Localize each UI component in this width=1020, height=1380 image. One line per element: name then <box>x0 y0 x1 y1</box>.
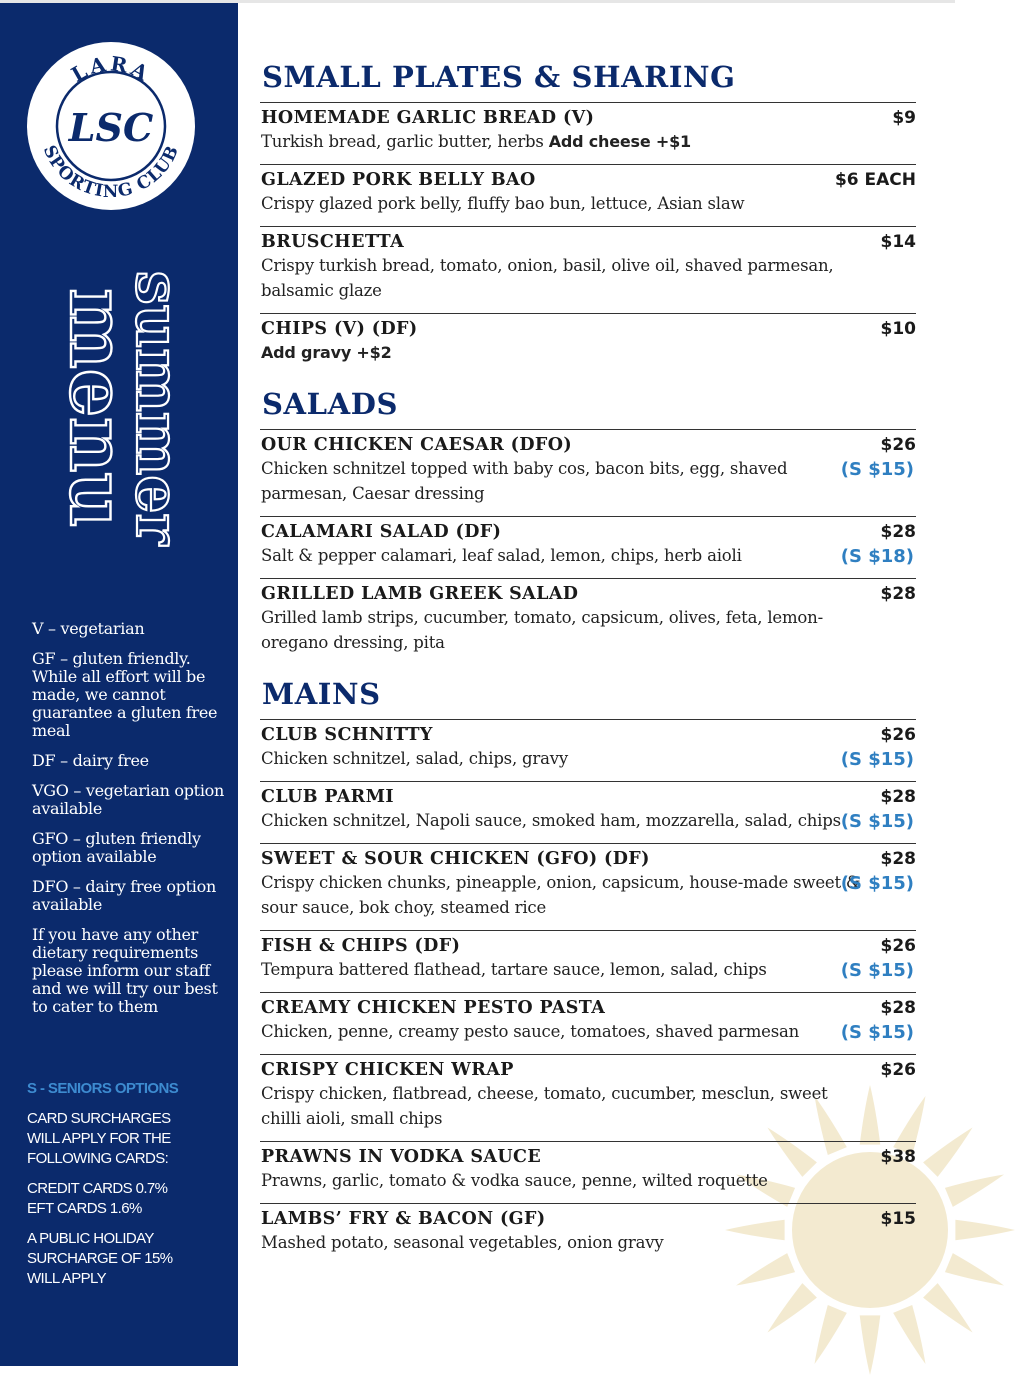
menu-item <box>260 578 916 661</box>
menu-item-price: $9 <box>892 108 916 128</box>
menu-item-description <box>261 1081 871 1131</box>
logo-monogram: LSC <box>68 105 154 150</box>
surcharge-line: WILL APPLY FOR THE <box>27 1130 171 1147</box>
description-text: Chicken schnitzel topped with baby cos, bacon bits, egg, shaved parmesan, Caesar dressing <box>261 459 788 503</box>
menu-item-description <box>261 456 871 506</box>
menu-content <box>260 58 916 1265</box>
senior-price: (S $15) <box>840 459 914 480</box>
menu-item <box>260 313 916 371</box>
menu-item-name: CALAMARI SALAD (DF) <box>261 522 502 542</box>
description-text: Tempura battered flathead, tartare sauce, lemon, salad, chips <box>261 960 767 979</box>
menu-item <box>260 719 916 777</box>
menu-item-name: BRUSCHETTA <box>261 232 405 252</box>
menu-item <box>260 930 916 988</box>
holiday-surcharge-line: SURCHARGE OF 15% <box>27 1250 173 1267</box>
menu-item-price: $28 <box>880 787 916 807</box>
menu-item-name: FISH & CHIPS (DF) <box>261 936 461 956</box>
menu-item <box>260 102 916 160</box>
menu-item-description <box>261 605 871 655</box>
menu-item-price: $38 <box>880 1147 916 1167</box>
menu-item-name: CLUB SCHNITTY <box>261 725 433 745</box>
addon-text: Add cheese +$1 <box>548 132 691 151</box>
menu-item-name: HOMEMADE GARLIC BREAD (V) <box>261 108 595 128</box>
menu-item-description <box>261 191 871 216</box>
surcharge-line: CARD SURCHARGES <box>27 1110 171 1127</box>
menu-item-price: $26 <box>880 936 916 956</box>
description-text: Mashed potato, seasonal vegetables, onion gravy <box>261 1233 664 1252</box>
description-text: Chicken, penne, creamy pesto sauce, tomatoes, shaved parmesan <box>261 1022 800 1041</box>
sun-ray <box>923 1283 972 1332</box>
sun-ray <box>923 1127 972 1176</box>
section-title: MAINS <box>262 677 381 711</box>
surcharge-rate: CREDIT CARDS 0.7% <box>27 1180 168 1197</box>
menu-item <box>260 1054 916 1137</box>
menu-item <box>260 992 916 1050</box>
description-text: Chicken schnitzel, Napoli sauce, smoked ham, mozzarella, salad, chips <box>261 811 841 830</box>
menu-item-description <box>261 870 871 920</box>
legend-item: DFO – dairy free option available <box>32 877 216 914</box>
menu-item-description <box>261 1168 871 1193</box>
legend-item: VGO – vegetarian option available <box>32 781 224 818</box>
legend-item: GFO – gluten friendly option available <box>32 829 201 866</box>
description-text: Crispy turkish bread, tomato, onion, basil, olive oil, shaved parmesan, balsamic glaze <box>261 256 834 300</box>
sun-ray <box>815 1305 847 1364</box>
logo-bottom-text: SPORTING CLUB <box>38 142 184 203</box>
menu-item-name: CLUB PARMI <box>261 787 394 807</box>
holiday-surcharge-line: WILL APPLY <box>27 1270 107 1287</box>
holiday-surcharge-line: A PUBLIC HOLIDAY <box>27 1230 154 1247</box>
section-title: SMALL PLATES & SHARING <box>262 60 736 94</box>
legend-item: DF – dairy free <box>32 751 149 770</box>
menu-item-name: GRILLED LAMB GREEK SALAD <box>261 584 579 604</box>
dietary-legend <box>32 620 228 1028</box>
surcharge-notice <box>27 1109 232 1299</box>
menu-item-price: $6 EACH <box>834 170 916 190</box>
section-gap <box>260 375 916 385</box>
description-text: Prawns, garlic, tomato & vodka sauce, penne, wilted roquette <box>261 1171 768 1190</box>
menu-item-description <box>261 543 871 568</box>
legend-item: GF – gluten friendly. While all effort will be made, we cannot guarantee a gluten free meal <box>32 649 218 740</box>
addon-text: Add gravy +$2 <box>261 343 392 362</box>
surcharge-line: FOLLOWING CARDS: <box>27 1150 169 1167</box>
description-text: Crispy glazed pork belly, fluffy bao bun, lettuce, Asian slaw <box>261 194 745 213</box>
menu-item-description <box>261 129 871 154</box>
legend-item: If you have any other dietary requirements please inform our staff and we will try our best to cater to them <box>32 925 218 1016</box>
surcharge-rate: EFT CARDS 1.6% <box>27 1200 142 1217</box>
menu-item <box>260 781 916 839</box>
sun-ray <box>893 1305 925 1364</box>
menu-item-price: $15 <box>880 1209 916 1229</box>
senior-price: (S $15) <box>840 960 914 981</box>
menu-item-name: GLAZED PORK BELLY BAO <box>261 170 536 190</box>
legend-item: V – vegetarian <box>32 619 145 638</box>
menu-item-price: $28 <box>880 584 916 604</box>
menu-item-price: $28 <box>880 522 916 542</box>
description-text: Turkish bread, garlic butter, herbs <box>261 132 544 151</box>
title-menu: menu <box>53 288 142 528</box>
menu-item-name: CREAMY CHICKEN PESTO PASTA <box>261 998 606 1018</box>
menu-item-price: $26 <box>880 1060 916 1080</box>
summer-menu-title <box>45 248 192 568</box>
menu-item <box>260 1203 916 1261</box>
menu-item-name: CRISPY CHICKEN WRAP <box>261 1060 514 1080</box>
senior-price: (S $18) <box>840 546 914 567</box>
section-gap <box>260 665 916 675</box>
menu-item <box>260 164 916 222</box>
menu-item <box>260 843 916 926</box>
description-text: Crispy chicken, flatbread, cheese, tomato, cucumber, mesclun, sweet chilli aioli, small chips <box>261 1084 828 1128</box>
menu-item-description <box>261 808 871 833</box>
club-logo <box>26 41 196 211</box>
menu-item-name: CHIPS (V) (DF) <box>261 319 418 339</box>
description-text: Crispy chicken chunks, pineapple, onion, capsicum, house-made sweet & sour sauce, bok choy, steamed rice <box>261 873 861 917</box>
senior-price: (S $15) <box>840 811 914 832</box>
menu-item <box>260 226 916 309</box>
menu-item-description <box>261 957 871 982</box>
menu-item-price: $28 <box>880 849 916 869</box>
sun-ray <box>767 1283 816 1332</box>
description-text: Grilled lamb strips, cucumber, tomato, capsicum, olives, feta, lemon-oregano dressing, pita <box>261 608 823 652</box>
logo-top-text: LARA <box>67 51 155 87</box>
menu-item-price: $26 <box>880 435 916 455</box>
menu-item-price: $28 <box>880 998 916 1018</box>
senior-price: (S $15) <box>840 1022 914 1043</box>
menu-item-description <box>261 1019 871 1044</box>
seniors-options-label: S - SENIORS OPTIONS <box>27 1080 179 1097</box>
menu-item <box>260 516 916 574</box>
title-summer: summer <box>122 270 192 546</box>
sun-ray <box>945 1175 1004 1207</box>
senior-price: (S $15) <box>840 749 914 770</box>
senior-price: (S $15) <box>840 873 914 894</box>
sun-ray <box>955 1220 1015 1241</box>
sun-ray <box>945 1253 1004 1285</box>
section-title: SALADS <box>262 387 399 421</box>
description-text: Chicken schnitzel, salad, chips, gravy <box>261 749 568 768</box>
sun-ray <box>860 1315 881 1375</box>
menu-item-price: $14 <box>880 232 916 252</box>
menu-item-description <box>261 340 871 365</box>
menu-item-description <box>261 1230 871 1255</box>
menu-item-name: SWEET & SOUR CHICKEN (GFO) (DF) <box>261 849 650 869</box>
sidebar <box>0 3 238 1366</box>
menu-item-price: $26 <box>880 725 916 745</box>
menu-item-description <box>261 746 871 771</box>
menu-item-name: PRAWNS IN VODKA SAUCE <box>261 1147 542 1167</box>
menu-item-price: $10 <box>880 319 916 339</box>
menu-item-description <box>261 253 871 303</box>
menu-item <box>260 1141 916 1199</box>
menu-item-name: LAMBS’ FRY & BACON (GF) <box>261 1209 546 1229</box>
menu-item-name: OUR CHICKEN CAESAR (DFO) <box>261 435 573 455</box>
description-text: Salt & pepper calamari, leaf salad, lemon, chips, herb aioli <box>261 546 742 565</box>
menu-item <box>260 429 916 512</box>
